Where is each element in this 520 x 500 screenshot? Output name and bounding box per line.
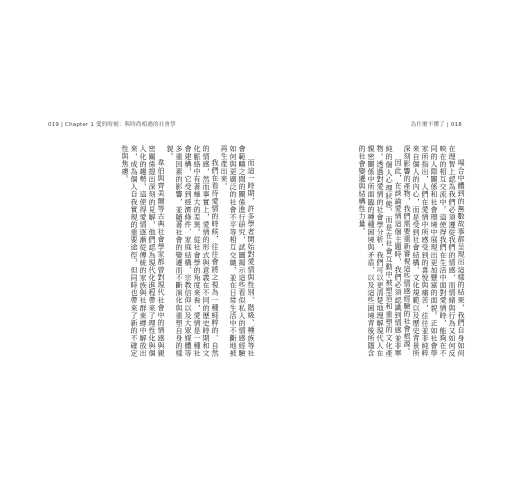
paragraph: 而這一時期，許多學者開始對愛情與性別、階級、種族等社會範疇之間的關係進行研究，試圖揭示這些看似私人的情感經驗如何與更廣泛的社會不平等相互交織，並在日常生活中不斷地被再生產出來。 <box>220 145 256 357</box>
paragraph: 韋伯與齊美爾等古典社會學家都曾對現代社會中的情感與親密關係提出深刻的見解，他們認為現代化進程帶來了理性化與個人化的趨勢，這使得愛情逐漸從傳統的家族與社群束縛中解放出來，成為個人自我實現的重要途徑，但同時也帶來了新的不確定性與焦慮。 <box>121 145 166 357</box>
paragraph: 場合中體到的無數故事都呈現出這樣的結果，我們自身如何在理智上認為我們必須遵從我們的情感，而情緒與行為又如何反映在的相互交流中。這使得我們在生活中面對愛情時，能夠在不同的人際關係和社會環境中展現出更加豐富的面貌。正如社會學家所指出，人們在愛情中所感受到的喜悅與痛苦，往往並非純粹來自個人的內心，而是受到社會結構、文化規範以及歷史背景所深刻影響的產物，我們需要重新審視這些情感經驗的社會根源。 <box>403 145 466 357</box>
right-page-header: 為什麼不懂了 | 018 <box>410 122 462 128</box>
left-page-header: 019 | Chapter 1 愛的時刻：與時尚相遇的社會學 <box>48 122 176 128</box>
paragraph: 因此，在談論愛情這個主題時，我們必須認識到情感並非單純的個人心理狀態，而是在社會互動中被塑造和重塑的文化產物。透過對愛情的社會學分析，我們可以更清楚地理解現代人在親密關係中所面臨的種種困境與矛盾，以及這些困境背後所隱含的社會變遷與結構性力量。 <box>358 145 403 357</box>
left-page-body <box>70 145 256 357</box>
paragraph: 我們在看待愛情的時候，往往會將之視為一種純粹的、自然的情感，然而事實上，愛情的形式與意義在不同的歷史時期和文化脈絡中有著極大的差異。從社會學的角度來看，愛情是一種社會建構，它受到經濟條件、家庭結構、宗教信仰以及大眾媒體等多重因素的影響，並隨著社會的變遷而不斷演化與重塑自身的樣貌。 <box>166 145 220 357</box>
right-page-body <box>276 145 466 357</box>
